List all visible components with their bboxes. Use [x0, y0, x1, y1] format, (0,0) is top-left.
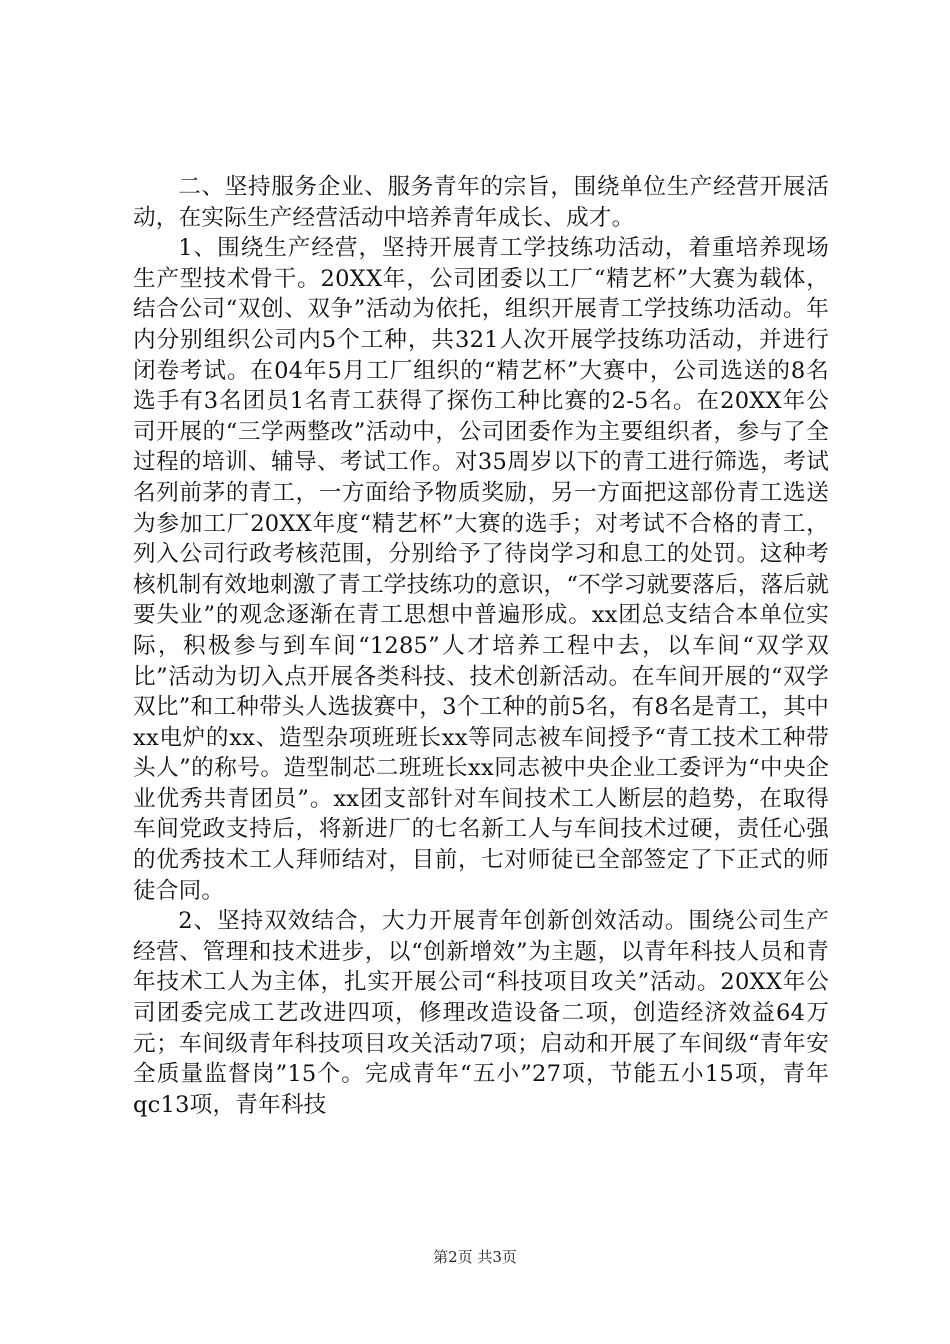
- paragraph-item-two: 2、坚持双效结合，大力开展青年创新创效活动。围绕公司生产经营、管理和技术进步，以“创新增效”为主题，以青年科技人员和青年技术工人为主体，扎实开展公司“科技项目攻关”活动。20XX年公司团委完成工艺改进四项，修理改造设备二项，创造经济效益64万元；车间级青年科技项目攻关活动7项；启动和开展了车间级“青年安全质量监督岗”15个。完成青年“五小”27项，节能五小15项，青年qc13项，青年科技: [133, 908, 829, 1118]
- page-footer: [0, 1247, 950, 1267]
- page-number-label: 第2页 共3页: [433, 1248, 517, 1266]
- document-body: [133, 172, 829, 1120]
- paragraph-item-one: 1、围绕生产经营，坚持开展青工学技练功活动，着重培养现场生产型技术骨干。20XX年，公司团委以工厂“精艺杯”大赛为载体，结合公司“双创、双争”活动为依托，组织开展青工学技练功活动。年内分别组织公司内5个工种，共321人次开展学技练功活动，并进行闭卷考试。在04年5月工厂组织的“精艺杯”大赛中，公司选送的8名选手有3名团员1名青工获得了探伤工种比赛的2-5名。在20XX年公司开展的“三学两整改”活动中，公司团委作为主要组织者，参与了全过程的培训、辅导、考试工作。对35周岁以下的青工进行筛选，考试名列前茅的青工，一方面给予物质奖励，另一方面把这部份青工选送为参加工厂20XX年度“精艺杯”大赛的选手；对考试不合格的青工，列入公司行政考核范围，分别给予了待岗学习和息工的处罚。这种考核机制有效地刺激了青工学技练功的意识，“不学习就要落后，落后就要失业”的观念逐渐在青工思想中普遍形成。xx团总支结合本单位实际，积极参与到车间“1285”人才培养工程中去，以车间“双学双比”活动为切入点开展各类科技、技术创新活动。在车间开展的“双学双比”和工种带头人选拔赛中，3个工种的前5名，有8名是青工，其中xx电炉的xx、造型杂项班班长xx等同志被车间授予“青工技术工种带头人”的称号。造型制芯二班班长xx同志被中央企业工委评为“中央企业优秀共青团员”。xx团支部针对车间技术工人断层的趋势，在取得车间党政支持后，将新进厂的七名新工人与车间技术过硬，责任心强的优秀技术工人拜师结对，目前，七对师徒已全部签定了下正式的师徒合同。: [133, 235, 829, 904]
- paragraph-section-two: 二、坚持服务企业、服务青年的宗旨，围绕单位生产经营开展活动，在实际生产经营活动中培养青年成长、成才。: [133, 174, 829, 231]
